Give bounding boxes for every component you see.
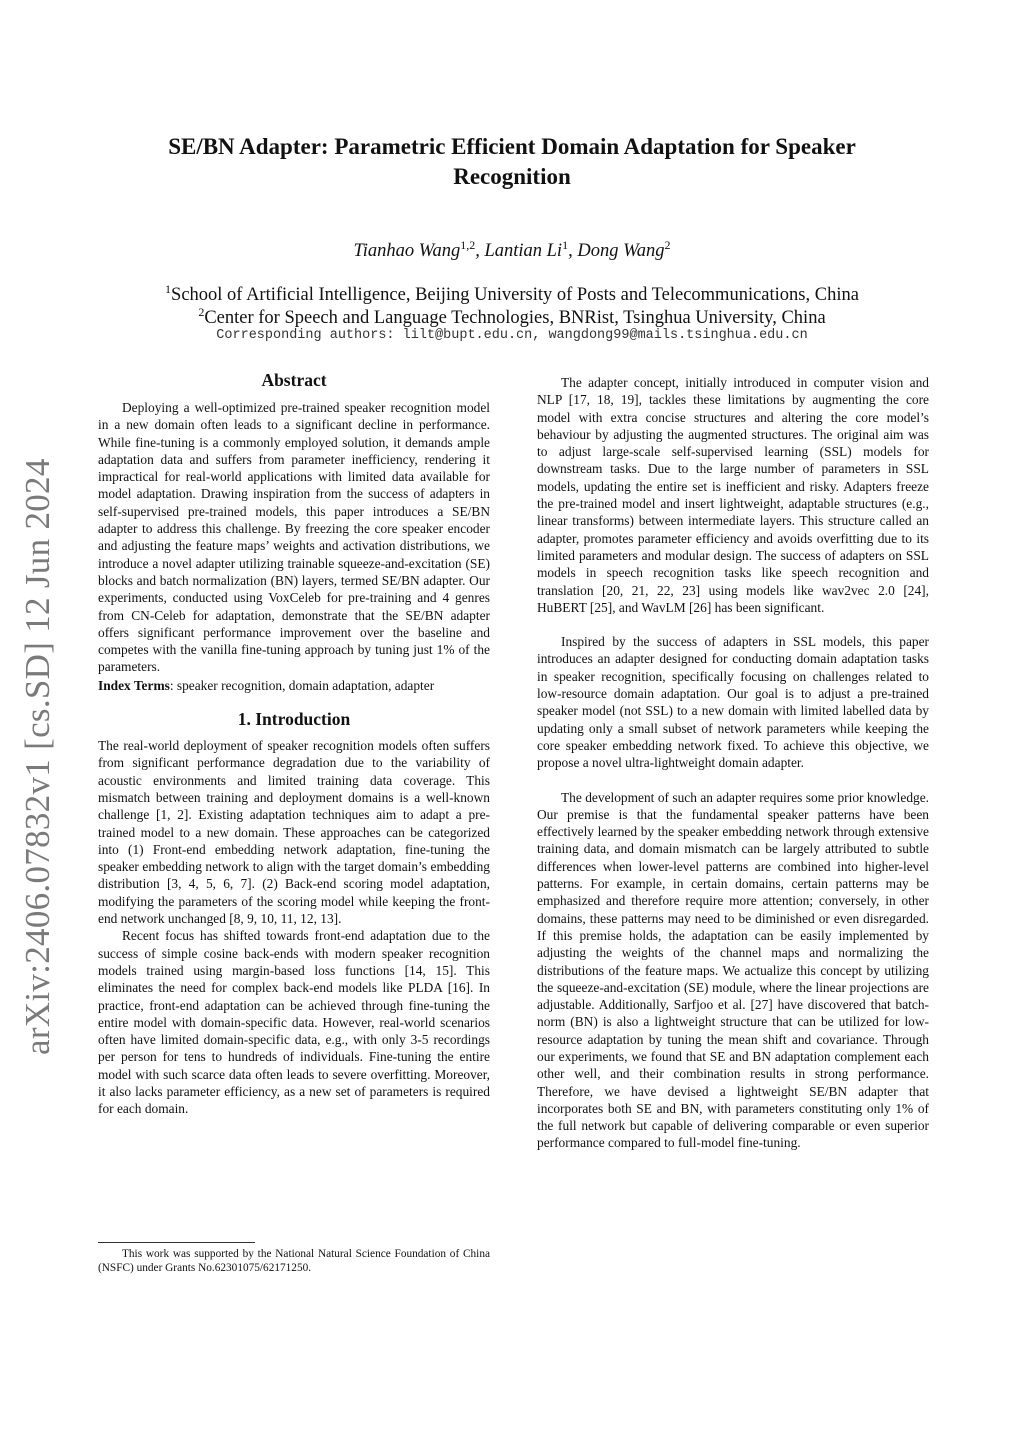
index-terms-label: Index Terms	[98, 677, 170, 693]
affiliation-text: Center for Speech and Language Technologies, BNRist, Tsinghua University, China	[204, 308, 826, 329]
arxiv-identifier: arXiv:2406.07832v1 [cs.SD] 12 Jun 2024	[18, 458, 57, 1055]
index-terms	[98, 677, 490, 694]
author-affiliation-mark: 1	[562, 238, 569, 252]
intro-paragraph-4: Inspired by the success of adapters in SSL models, this paper introduces an adapter designed for conducting domain adaptation tasks in speaker recognition, specifically focusing on challenges related to low-resource domain adaptation. Our goal is to adjust a pre-trained speaker model (not SSL) to a new domain with limited labelled data by updating only a small subset of network parameters while keeping the core speaker embedding network fixed. To achieve this objective, we propose a novel ultra-lightweight domain adapter.	[537, 634, 929, 771]
footnote	[98, 1247, 490, 1275]
author-separator: ,	[568, 241, 578, 262]
author-name: Lantian Li	[484, 241, 563, 262]
right-column	[537, 374, 929, 1152]
author-affiliation-mark: 1,2	[460, 238, 476, 252]
author-affiliation-mark: 2	[664, 238, 671, 252]
affiliation-mark: 2	[198, 305, 205, 319]
paper-title	[100, 132, 924, 192]
index-terms-text: : speaker recognition, domain adaptation, adapter	[169, 677, 435, 693]
author-name: Dong Wang	[577, 241, 665, 262]
intro-paragraph-1: The real-world deployment of speaker recognition models often suffers from significant performance degradation due to the variability of acoustic environments and limited training data coverage. This mismatch between training and deployment domains is a well-known challenge [1, 2]. Existing adaptation techniques aim to adapt a pre-trained model to a new domain. These approaches can be categorized into (1) Front-end embedding network adaptation, fine-tuning the speaker embedding network to align with the target domain’s embedding distribution [3, 4, 5, 6, 7]. (2) Back-end scoring model adaptation, modifying the parameters of the scoring model while keeping the front-end network unchanged [8, 9, 10, 11, 12, 13].	[98, 738, 490, 927]
intro-paragraph-5: The development of such an adapter requires some prior knowledge. Our premise is that the fundamental speaker patterns have been effectively learned by the speaker embedding network through extensive training data, and domain mismatch can be largely attributed to subtle differences when lower-level patterns are combined into higher-level patterns. For example, in certain domains, certain patterns may be emphasized and therefore require more attention; conversely, in other domains, these patterns may need to be diminished or even disregarded. If this premise holds, the adaptation can be easily implemented by adjusting the weights of the channel maps and normalizing the distributions of the feature maps. We actualize this concept by utilizing the squeeze-and-excitation (SE) module, where the linear projections are adjustable. Additionally, Sarfjoo et al. [27] have discovered that batch-norm (BN) is also a lightweight structure that can be utilized for low-resource adaptation by tuning the mean shift and covariance. Through our experiments, we found that SE and BN adaptation complement each other well, and their combination results in strong performance. Therefore, we have devised a lightweight SE/BN adapter that incorporates both SE and BN, with parameters constituting only 1% of the full network but capable of delivering comparable or even superior performance compared to full-model fine-tuning.	[537, 789, 929, 1151]
author-list	[100, 233, 924, 263]
author-separator: ,	[475, 241, 485, 262]
corresponding-emails: Corresponding authors: lilt@bupt.edu.cn, wangdong99@mails.tsinghua.edu.cn	[216, 328, 808, 343]
footnote-divider	[98, 1242, 255, 1243]
footnote-text: This work was supported by the National Natural Science Foundation of China (NSFC) under Grants No.62301075/62171250.	[98, 1248, 490, 1274]
abstract-heading: Abstract	[261, 370, 327, 390]
affiliation-mark: 1	[165, 282, 172, 296]
intro-paragraph-2: Recent focus has shifted towards front-end adaptation due to the success of simple cosine back-ends with modern speaker recognition models trained using margin-based loss functions [14, 15]. This eliminates the need for complex back-end models like PLDA [16]. In practice, front-end adaptation can be achieved through fine-tuning the entire model with domain-specific data. However, real-world scenarios often have limited domain-specific data, e.g., with only 3-5 recordings per person for tens to hundreds of individuals. Fine-tuning the entire model with such scarce data often leads to severe overfitting. Moreover, it also lacks parameter efficiency, as a new set of parameters is required for each domain.	[98, 928, 490, 1117]
author-name: Tianhao Wang	[353, 241, 461, 262]
intro-paragraph-3: The adapter concept, initially introduced in computer vision and NLP [17, 18, 19], tackles these limitations by augmenting the core model with extra concise structures and altering the core model’s behaviour by adjusting the augmented structures. The original aim was to adjust large-scale self-supervised learning (SSL) models for downstream tasks. Due to the large number of parameters in SSL models, updating the entire set is inefficient and risky. Adapters freeze the pre-trained model and insert lightweight, adaptable structures (e.g., linear transforms) between intermediate layers. This structure called an adapter, promotes parameter efficiency and avoids overfitting due to its limited parameters and modular design. The success of adapters on SSL models in speech recognition tasks like speech recognition and translation [20, 21, 22, 23] using models like wav2vec 2.0 [24], HuBERT [25], and WavLM [26] has been significant.	[537, 375, 929, 615]
affiliation-text: School of Artificial Intelligence, Beijing University of Posts and Telecommunications, China	[171, 285, 859, 306]
left-column	[98, 369, 490, 1118]
title-line-2: Recognition	[453, 164, 571, 189]
title-line-1: SE/BN Adapter: Parametric Efficient Domain Adaptation for Speaker	[168, 134, 856, 159]
introduction-heading: 1. Introduction	[237, 709, 351, 730]
affiliation-2	[100, 300, 924, 330]
abstract-text: Deploying a well-optimized pre-trained speaker recognition model in a new domain often leads to a significant decline in performance. While fine-tuning is a commonly employed solution, it demands ample adaptation data and suffers from parameter inefficiency, rendering it impractical for real-world applications with limited data available for model adaptation. Drawing inspiration from the success of adapters in self-supervised pre-trained models, this paper introduces a SE/BN adapter to address this challenge. By freezing the core speaker encoder and adjusting the feature maps’ weights and activation distributions, we introduce a novel adapter utilizing trainable squeeze-and-excitation (SE) blocks and batch normalization (BN) layers, termed SE/BN adapter. Our experiments, conducted using VoxCeleb for pre-training and 4 genres from CN-Celeb for adaptation, demonstrate that the SE/BN adapter offers significant performance improvement over the baseline and competes with the vanilla fine-tuning approach by tuning just 1% of the parameters.	[98, 400, 490, 675]
